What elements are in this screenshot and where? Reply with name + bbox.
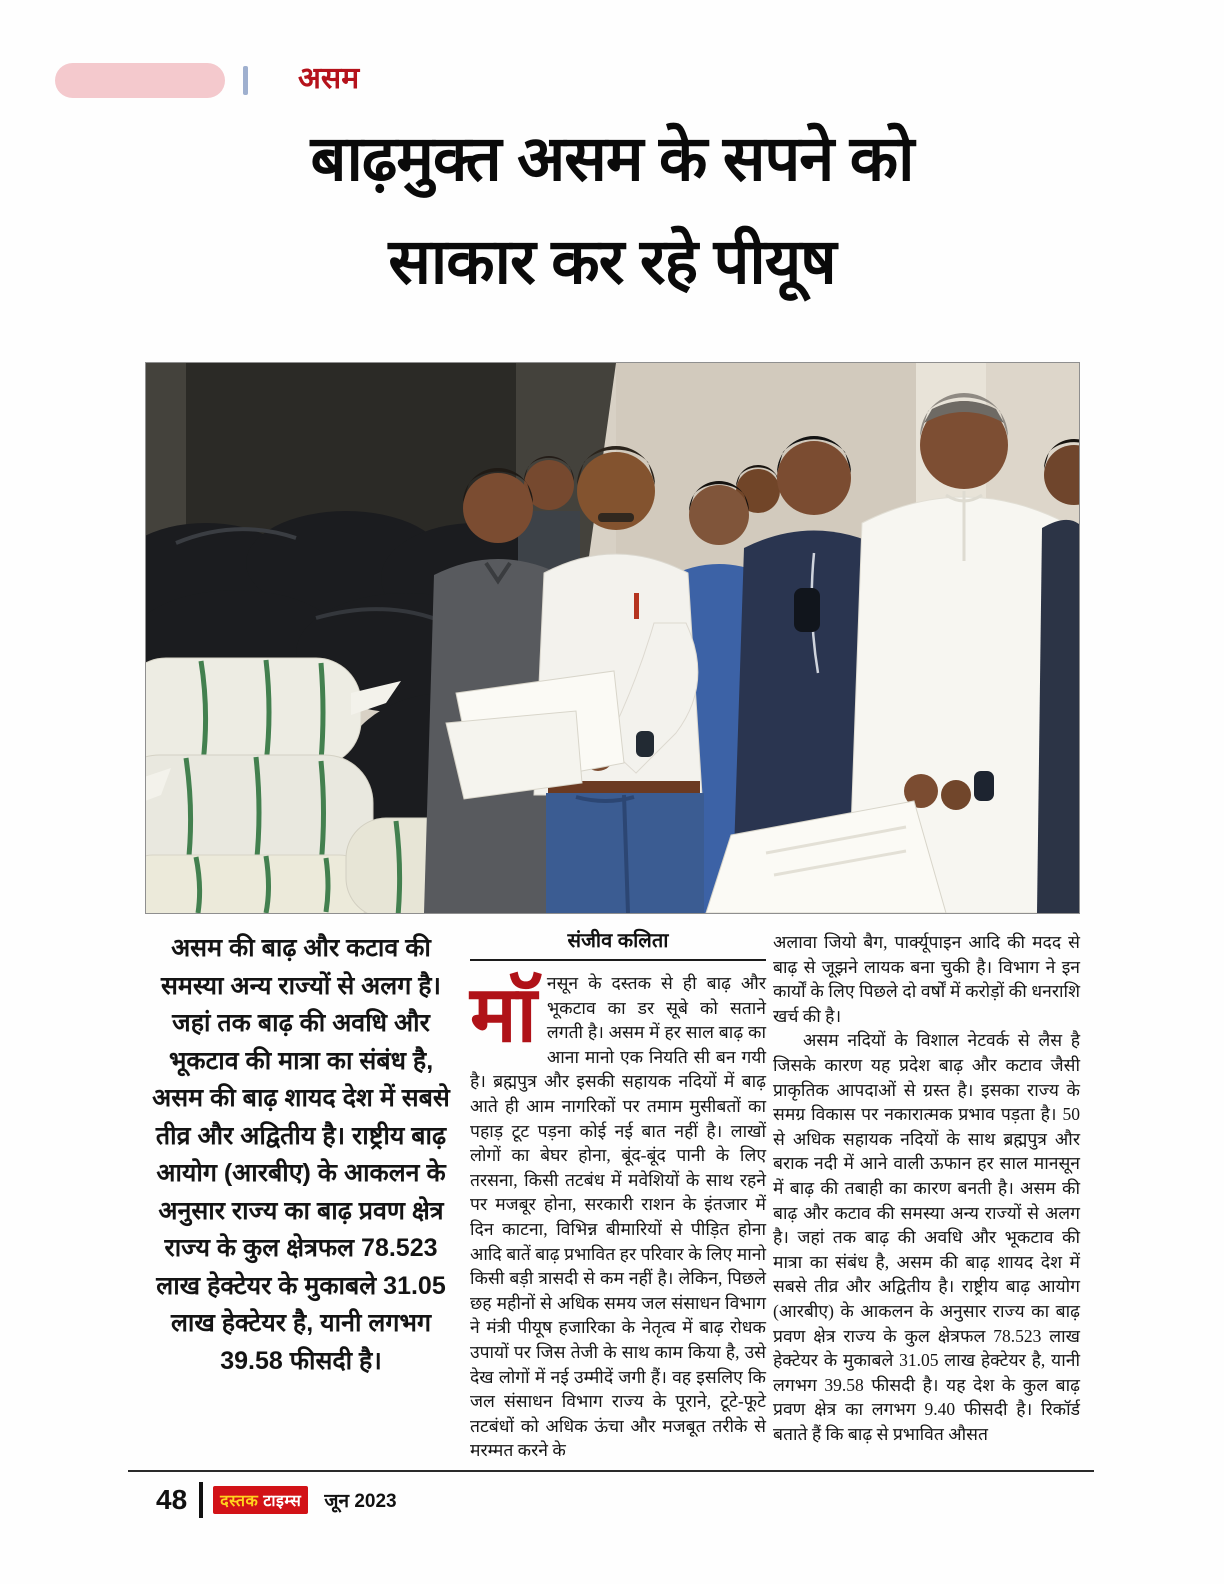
drop-cap: माॅ (470, 970, 537, 1058)
article-headline (120, 108, 1104, 314)
article-photo (145, 362, 1080, 914)
warehouse-scene-illustration (146, 363, 1079, 913)
page-footer (128, 1478, 1094, 1522)
header-pill (55, 63, 225, 98)
article-text-col1: नसून के दस्तक से ही बाढ़ और भूकटाव का डर सूबे को सताने लगती है। असम में हर साल बाढ़ का आना मानो एक नियति सी बन गयी है। ब्रह्मपुत्र और इसकी सहायक नदियों में बाढ़ आते ही आम नागरिकों पर तमाम मुसीबतों का पहाड़ टूट पड़ना कोई नई बात नहीं है। लाखों लोगों का बेघर होना, बूंद-बूंद पानी के लिए तरसना, किसी तटबंध में मवेशियों के साथ रहने पर मजबूर होना, सरकारी राशन के इंतजार में दिन काटना, विभिन्न बीमारियों से पीड़ित होना आदि बातें बाढ़ प्रभावित हर परिवार के लिए मानो किसी बड़ी त्रासदी से कम नहीं है। लेकिन, पिछले छह महीनों से अधिक समय जल संसाधन विभाग ने मंत्री पीयूष हजारिका के नेतृत्व में बाढ़ रोधक उपायों पर जिस तेजी के साथ काम किया है, उसे देख लोगों में नई उम्मीदें जगी हैं। वह इसलिए कि जल संसाधन विभाग राज्य के पूराने, टूटे-फूटे तटबंधों को अधिक ऊंचा और मजबूत तरीके से मरम्मत करने के (470, 973, 766, 1461)
header-divider (243, 66, 248, 95)
article-column-1 (470, 926, 766, 1466)
headline-line-2: साकार कर रहे पीयूष (388, 227, 836, 297)
magazine-logo-word-2: टाइम्स (263, 1493, 302, 1510)
article-column-2 (773, 930, 1080, 1470)
footer-rule (128, 1470, 1094, 1472)
article-paragraph-lead (470, 971, 766, 1463)
article-text-col2-p1: अलावा जियो बैग, पार्क्यूपाइन आदि की मदद से बाढ़ से जूझने लायक बना चुकी है। विभाग ने इन कार्यों के लिए पिछले दो वर्षों में करोड़ों की धनराशि खर्च की है। (773, 932, 1080, 1026)
byline: संजीव कलिता (567, 930, 669, 952)
byline-rule (470, 959, 766, 961)
pull-quote: असम की बाढ़ और कटाव की समस्या अन्य राज्यों से अलग है। जहां तक बाढ़ की अवधि और भूकटाव की मात्रा का संबंध है, असम की बाढ़ शायद देश में सबसे तीव्र और अद्वितीय है। राष्ट्रीय बाढ़ आयोग (आरबीए) के आकलन के अनुसार राज्य का बाढ़ प्रवण क्षेत्र राज्य के कुल क्षेत्रफल 78.523 लाख हेक्टेयर के मुकाबले 31.05 लाख हेक्टेयर है, यानी लगभग 39.58 फीसदी है। (152, 934, 450, 1375)
magazine-logo (213, 1486, 308, 1514)
article-text-col2-p2: असम नदियों के विशाल नेटवर्क से लैस है जिसके कारण यह प्रदेश बाढ़ और कटाव जैसी प्राकृतिक आपदाओं से ग्रस्त है। इसका राज्य के समग्र विकास पर नकारात्मक प्रभाव पड़ता है। 50 से अधिक सहायक नदियों के साथ ब्रह्मपुत्र और बराक नदी में आने वाली ऊफान हर साल मानसून में बाढ़ की तबाही का कारण बनती है। असम की बाढ़ और कटाव की समस्या अन्य राज्यों से अलग है। जहां तक बाढ़ की अवधि और भूकटाव की मात्रा का संबंध है, असम की बाढ़ शायद देश में सबसे तीव्र और अद्वितीय है। राष्ट्रीय बाढ़ आयोग (आरबीए) के आकलन के अनुसार राज्य का बाढ़ प्रवण क्षेत्र राज्य के कुल क्षेत्रफल 78.523 लाख हेक्टेयर के मुकाबले 31.05 लाख हेक्टेयर है, यानी लगभग 39.58 फीसदी है। यह देश के कुल बाढ़ प्रवण क्षेत्र का लगभग 9.40 फीसदी है। रिकॉर्ड बताते हैं कि बाढ़ से प्रभावित औसत (773, 1030, 1080, 1444)
magazine-logo-word-1: दस्तक (220, 1493, 259, 1510)
footer-divider (199, 1482, 203, 1518)
page-number: 48 (156, 1484, 188, 1515)
headline-line-1: बाढ़मुक्त असम के सपने को (310, 124, 914, 194)
issue-date: जून 2023 (324, 1491, 397, 1512)
section-label: असम (298, 62, 360, 95)
page-header (0, 0, 1224, 110)
